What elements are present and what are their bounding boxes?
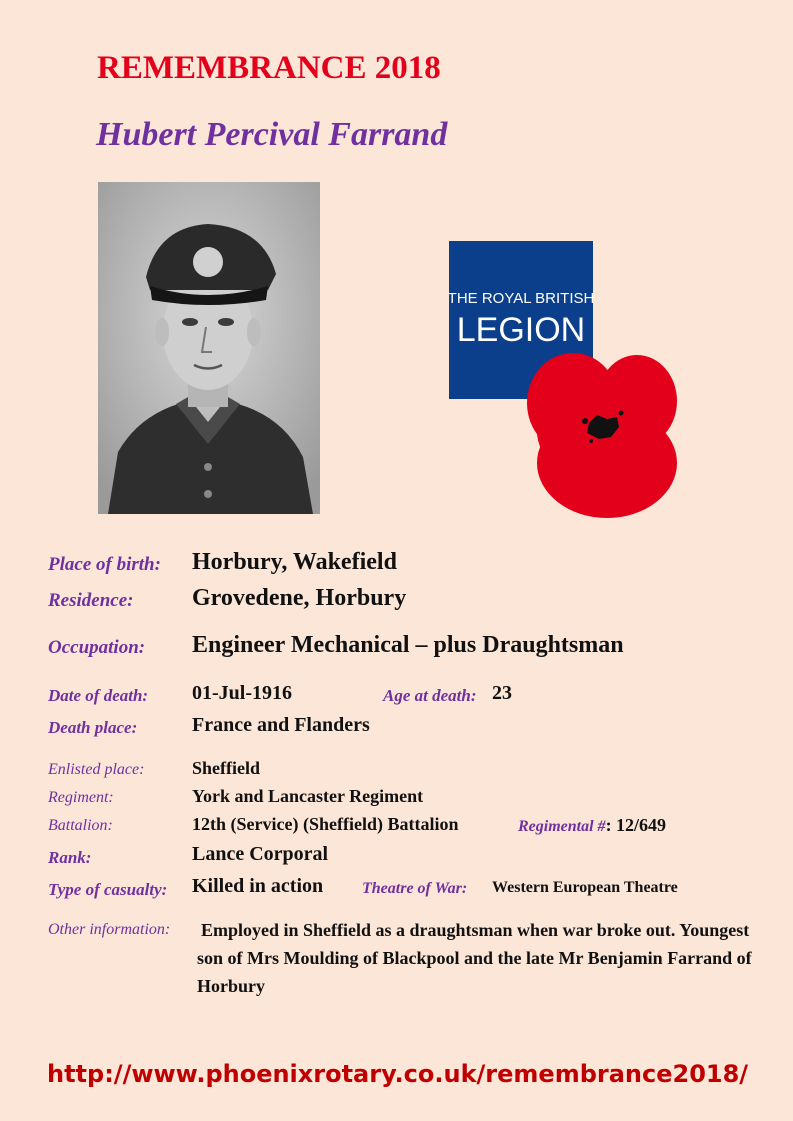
battalion-label: Battalion: [48, 817, 113, 834]
regiment-value: York and Lancaster Regiment [192, 786, 424, 806]
royal-british-legion-logo [449, 241, 681, 521]
logo-line1: THE ROYAL BRITISH [449, 290, 595, 307]
death-place-value: France and Flanders [192, 714, 370, 736]
occupation-label: Occupation: [48, 637, 146, 658]
other-information-value: Employed in Sheffield as a draughtsman when war broke out. Youngest son of Mrs Moulding of Blackpool and the late Mr Benjamin Farrand of Horbury [197, 920, 752, 996]
legion-poppy-icon [449, 241, 681, 521]
regimental-number [518, 815, 666, 836]
death-place-label: Death place: [48, 718, 138, 737]
rank-label: Rank: [48, 848, 92, 867]
occupation-value: Engineer Mechanical – plus Draughtsman [192, 632, 624, 658]
residence-value: Grovedene, Horbury [192, 585, 407, 611]
portrait-illustration [98, 182, 320, 514]
footer-url-link[interactable]: http://www.phoenixrotary.co.uk/remembrance2018/ [47, 1060, 749, 1088]
date-of-death-value: 01-Jul-1916 [192, 682, 292, 704]
regimental-number-label: Regimental # [518, 818, 606, 835]
regimental-number-value: : 12/649 [605, 815, 667, 835]
place-of-birth-label: Place of birth: [48, 554, 161, 575]
soldier-name: Hubert Percival Farrand [96, 116, 448, 153]
type-of-casualty-value: Killed in action [192, 875, 324, 897]
enlisted-place-label: Enlisted place: [48, 761, 145, 778]
theatre-of-war-label: Theatre of War: [362, 880, 468, 897]
age-at-death-label: Age at death: [383, 686, 477, 705]
age-at-death-value: 23 [492, 682, 512, 704]
theatre-of-war-value: Western European Theatre [492, 879, 678, 896]
place-of-birth-value: Horbury, Wakefield [192, 549, 397, 575]
other-information-label: Other information: [48, 921, 171, 938]
rank-value: Lance Corporal [192, 843, 329, 865]
residence-label: Residence: [48, 590, 134, 611]
soldier-portrait [98, 182, 320, 514]
page-title: REMEMBRANCE 2018 [97, 50, 441, 86]
regiment-label: Regiment: [48, 789, 114, 806]
battalion-value: 12th (Service) (Sheffield) Battalion [192, 814, 459, 834]
logo-line2: LEGION [456, 311, 586, 349]
enlisted-place-value: Sheffield [192, 758, 261, 778]
date-of-death-label: Date of death: [48, 686, 149, 705]
type-of-casualty-label: Type of casualty: [48, 880, 168, 899]
